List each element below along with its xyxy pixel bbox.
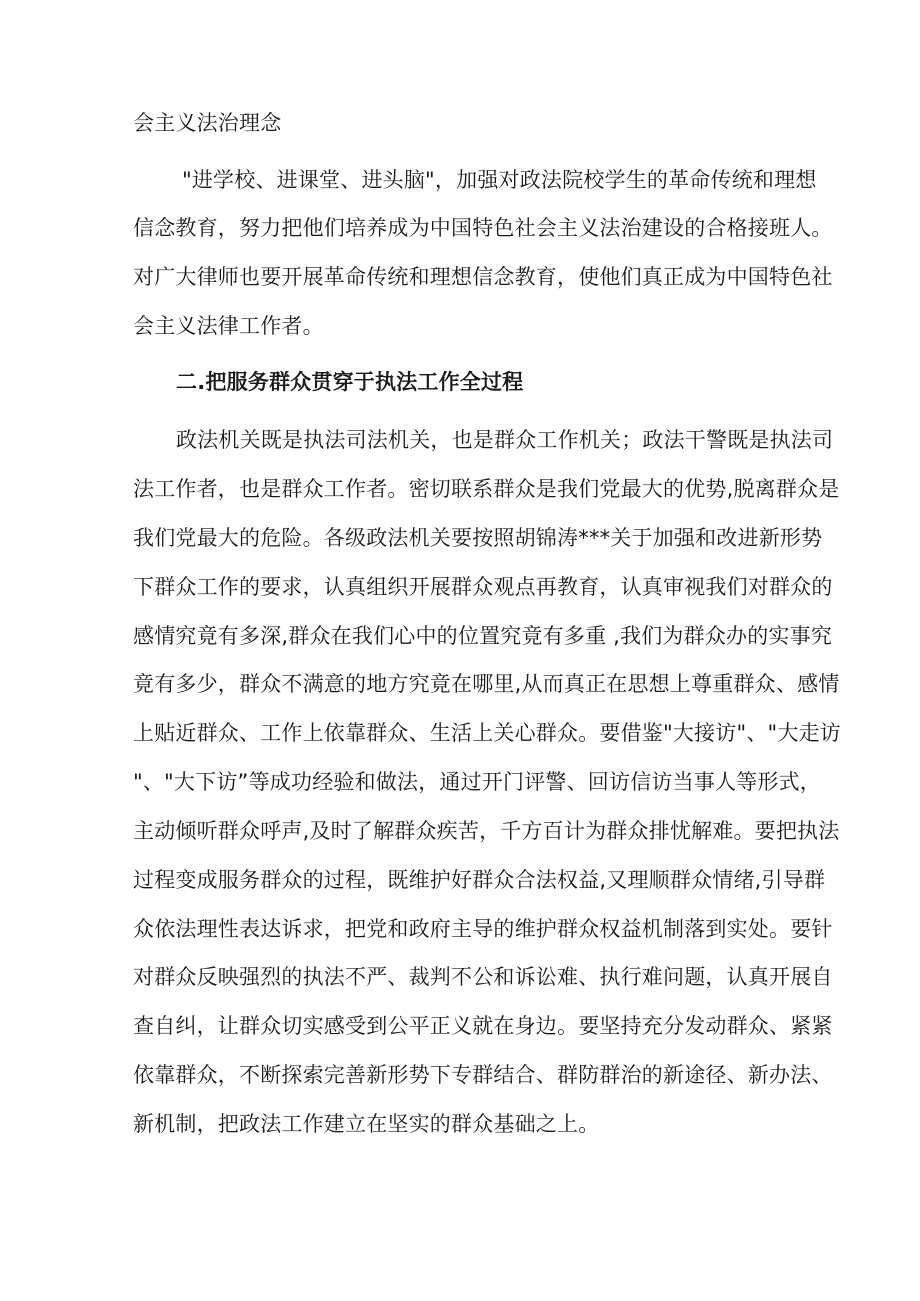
text-line: 竟有多少，群众不满意的地方究竟在哪里,从而真正在思想上尊重群众、感情	[133, 672, 840, 696]
text-line: 主动倾听群众呼声,及时了解群众疾苦，千方百计为群众排忧解难。要把执法	[133, 819, 840, 843]
text-line: 过程变成服务群众的过程，既维护好群众合法权益,又理顺群众情绪,引导群	[133, 868, 826, 892]
paragraph-first-line: "进学校、进课堂、进头脑"，加强对政法院校学生的革命传统和理想	[182, 168, 817, 192]
text-line: 信念教育，努力把他们培养成为中国特色社会主义法治建设的合格接班人。	[133, 216, 833, 240]
text-line: 法工作者，也是群众工作者。密切联系群众是我们党最大的优势,脱离群众是	[133, 477, 840, 501]
text-line: 会主义法治理念	[133, 111, 282, 135]
text-line: 感情究竟有多深,群众在我们心中的位置究竟有多重 ,我们为群众办的实事究	[133, 624, 833, 648]
text-line: 会主义法律工作者。	[133, 314, 324, 338]
text-line: 依靠群众，不断探索完善新形势下专群结合、群防群治的新途径、新办法、	[133, 1063, 833, 1087]
section-heading: 二.把服务群众贯穿于执法工作全过程	[176, 370, 524, 394]
text-line: 查自纠，让群众切实感受到公平正义就在身边。要坚持充分发动群众、紧紧	[133, 1014, 833, 1038]
text-line: "、"大下访”等成功经验和做法，通过开门评警、回访信访当事人等形式，	[133, 770, 821, 794]
text-line: 对广大律师也要开展革命传统和理想信念教育，使他们真正成为中国特色社	[133, 265, 833, 289]
text-line: 下群众工作的要求，认真组织开展群众观点再教育，认真审视我们对群众的	[133, 575, 833, 599]
text-line: 我们党最大的危险。各级政法机关要按照胡锦涛***关于加强和改进新形势	[133, 526, 823, 550]
paragraph-first-line: 政法机关既是执法司法机关，也是群众工作机关；政法干警既是执法司	[176, 428, 834, 452]
text-line: 新机制，把政法工作建立在坚实的群众基础之上。	[133, 1112, 600, 1136]
text-line: 众依法理性表达诉求，把党和政府主导的维护群众权益机制落到实处。要针	[133, 917, 833, 941]
text-line: 上贴近群众、工作上依靠群众、生活上关心群众。要借鉴"大接访"、"大走访	[133, 721, 841, 745]
text-line: 对群众反映强烈的执法不严、裁判不公和诉讼难、执行难问题，认真开展自	[133, 965, 833, 989]
